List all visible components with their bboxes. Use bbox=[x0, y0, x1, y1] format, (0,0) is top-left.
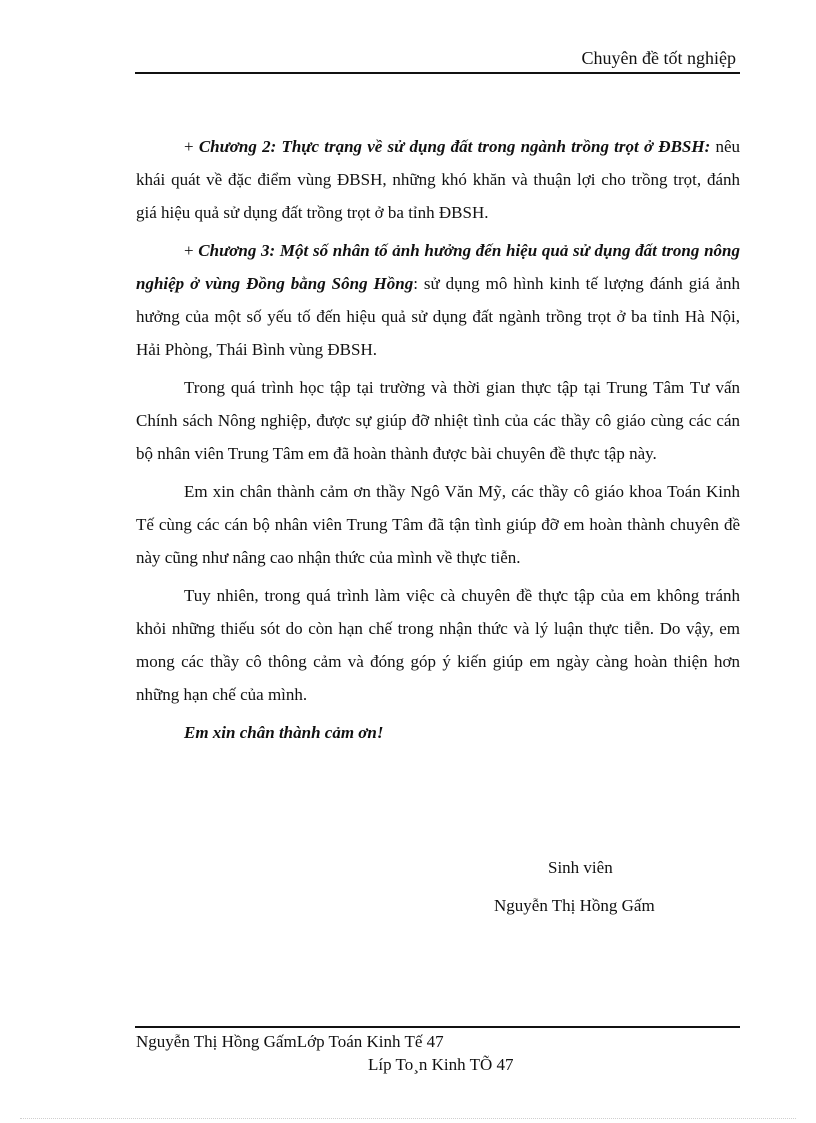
chapter-3-heading: Chương 3: Một số nhân tố ảnh hưởng đến hiệu quả sử dụng đất trong nông nghiệp ở vùng Đồng bằng Sông Hồng bbox=[136, 241, 740, 293]
page-header-title: Chuyên đề tốt nghiệp bbox=[581, 48, 736, 68]
chapter-3-text: : sử dụng mô hình kinh tế lượng đánh giá ảnh hưởng của một số yếu tố đến hiệu quả sử dụng đất ngành trồng trọt ở ba tỉnh Hà Nội, Hải Phòng, Thái Bình vùng ĐBSH. bbox=[136, 274, 741, 359]
signature-name: Nguyễn Thị Hồng Gấm bbox=[494, 896, 655, 915]
thanks-paragraph: Em xin chân thành cảm ơn thầy Ngô Văn Mỹ, các thầy cô giáo khoa Toán Kinh Tế cùng các cán bộ nhân viên Trung Tâm đã tận tình giúp đỡ em hoàn thành chuyên đề này cũng như nâng cao nhận thức của mình về thực tiễn. bbox=[136, 482, 740, 567]
chapter-2-paragraph bbox=[136, 130, 740, 229]
however-paragraph: Tuy nhiên, trong quá trình làm việc cà chuyên đề thực tập của em không tránh khỏi những thiếu sót do còn hạn chế trong nhận thức và lý luận thực tiễn. Do vậy, em mong các thầy cô thông cảm và đóng góp ý kiến giúp em ngày càng hoàn thiện hơn những hạn chế của mình. bbox=[136, 586, 740, 704]
footer-line-1: Nguyễn Thị Hồng GấmLớp Toán Kinh Tế 47 bbox=[136, 1032, 444, 1051]
footer-rule bbox=[135, 1026, 740, 1028]
signature-role: Sinh viên bbox=[548, 858, 613, 877]
document-body bbox=[136, 130, 740, 754]
closing-line: Em xin chân thành cảm ơn! bbox=[184, 723, 384, 742]
chapter-3-paragraph bbox=[136, 234, 740, 366]
chapter-2-prefix: + bbox=[184, 137, 199, 156]
chapter-2-heading: Chương 2: Thực trạng về sử dụng đất trong ngành trồng trọt ở ĐBSH: bbox=[198, 137, 711, 156]
study-paragraph: Trong quá trình học tập tại trường và thời gian thực tập tại Trung Tâm Tư vấn Chính sách Nông nghiệp, được sự giúp đỡ nhiệt tình của các thầy cô giáo cùng các cán bộ nhân viên Trung Tâm em đã hoàn thành được bài chuyên đề thực tập này. bbox=[136, 378, 740, 463]
page-bottom-divider bbox=[20, 1118, 796, 1119]
header-rule bbox=[135, 72, 740, 74]
footer-line-2: Líp To¸n Kinh TÕ 47 bbox=[368, 1055, 514, 1074]
chapter-2-text: nêu khái quát về đặc điểm vùng ĐBSH, những khó khăn và thuận lợi cho trồng trọt, đánh giá hiệu quả sử dụng đất trồng trọt ở ba tỉnh ĐBSH. bbox=[136, 137, 741, 222]
chapter-3-prefix: + bbox=[184, 241, 199, 260]
